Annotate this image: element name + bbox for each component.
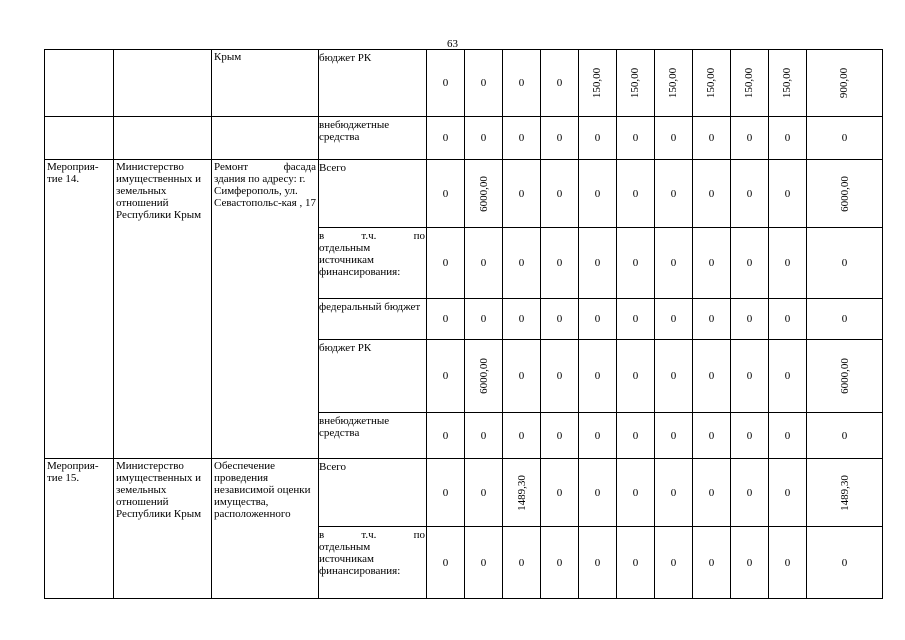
value-text: 0 bbox=[708, 132, 715, 144]
value-text: 1489,30 bbox=[515, 474, 528, 511]
cell-value bbox=[541, 228, 579, 299]
value-text: 0 bbox=[746, 429, 753, 442]
cell-value bbox=[655, 160, 693, 228]
description-text: здания по адресу: г. Симферополь, ул. Севастопольс-кая , 17 bbox=[214, 173, 316, 209]
cell-value bbox=[655, 459, 693, 527]
cell-value bbox=[503, 413, 541, 459]
value-text: 0 bbox=[594, 486, 601, 499]
value-text: 6000,00 bbox=[838, 358, 851, 394]
cell-value bbox=[731, 228, 769, 299]
cell-value bbox=[655, 299, 693, 340]
cell-value bbox=[769, 50, 807, 117]
cell-value bbox=[465, 340, 503, 413]
cell-value bbox=[769, 527, 807, 599]
cell-value bbox=[541, 459, 579, 527]
cell-value bbox=[693, 459, 731, 527]
cell-value bbox=[617, 459, 655, 527]
value-text: 0 bbox=[670, 486, 677, 499]
value-text: 1489,30 bbox=[838, 474, 851, 511]
cell-value bbox=[579, 160, 617, 228]
value-text: 0 bbox=[841, 556, 848, 569]
cell-value bbox=[427, 413, 465, 459]
value-text: 0 bbox=[670, 257, 677, 269]
cell-value bbox=[769, 117, 807, 160]
value-text: 0 bbox=[518, 132, 525, 144]
cell-value bbox=[579, 228, 617, 299]
source-text: бюджет РК bbox=[319, 342, 372, 354]
value-text: 0 bbox=[594, 132, 601, 144]
cell-value bbox=[693, 50, 731, 117]
cell-value bbox=[769, 413, 807, 459]
source-text: отдельным источникам финансирования: bbox=[319, 242, 401, 278]
source-word: т.ч. bbox=[361, 529, 377, 541]
value-text: 0 bbox=[556, 556, 563, 569]
source-text: Всего bbox=[319, 162, 346, 174]
cell-event bbox=[45, 50, 114, 117]
value-text: 0 bbox=[632, 556, 639, 569]
description-text: Крым bbox=[214, 51, 242, 63]
source-text: федеральный бюджет bbox=[319, 301, 421, 313]
cell-value bbox=[427, 228, 465, 299]
value-text: 0 bbox=[670, 429, 677, 442]
cell-value bbox=[655, 117, 693, 160]
cell-value bbox=[693, 527, 731, 599]
cell-value bbox=[731, 117, 769, 160]
value-text: 0 bbox=[841, 132, 848, 144]
value-text: 0 bbox=[746, 556, 753, 569]
value-text: 6000,00 bbox=[838, 175, 851, 212]
value-text: 900,00 bbox=[838, 67, 851, 99]
value-text: 0 bbox=[594, 429, 601, 442]
value-text: 0 bbox=[442, 132, 449, 144]
cell-value bbox=[427, 117, 465, 160]
event-title: Мероприя-тие 15. bbox=[47, 460, 99, 484]
source-text: Всего bbox=[319, 461, 346, 473]
cell-value bbox=[503, 160, 541, 228]
cell-value bbox=[617, 160, 655, 228]
value-text: 0 bbox=[556, 429, 563, 442]
value-text: 0 bbox=[594, 257, 601, 269]
table-row bbox=[45, 160, 883, 228]
cell-value bbox=[617, 50, 655, 117]
cell-value bbox=[617, 299, 655, 340]
cell-value bbox=[465, 160, 503, 228]
value-text: 0 bbox=[442, 429, 449, 442]
value-text: 0 bbox=[594, 187, 601, 200]
cell-executor bbox=[114, 160, 212, 459]
cell-value bbox=[503, 299, 541, 340]
cell-value bbox=[541, 413, 579, 459]
event-title: Мероприя-тие 14. bbox=[47, 161, 99, 185]
value-text: 0 bbox=[746, 132, 753, 144]
value-text: 150,00 bbox=[667, 67, 680, 99]
description-text: Обеспечение проведения независимой оценки имущества, расположенного bbox=[214, 460, 311, 520]
cell-value bbox=[769, 299, 807, 340]
value-text: 0 bbox=[708, 370, 715, 382]
value-text: 0 bbox=[784, 556, 791, 569]
value-text: 0 bbox=[670, 370, 677, 382]
value-text: 0 bbox=[632, 370, 639, 382]
cell-value bbox=[617, 413, 655, 459]
page-number: 63 bbox=[447, 38, 458, 50]
value-text: 0 bbox=[594, 313, 601, 325]
cell-value bbox=[731, 527, 769, 599]
description-word: фасада bbox=[283, 161, 316, 173]
value-text: 0 bbox=[670, 313, 677, 325]
source-word: по bbox=[413, 529, 425, 541]
value-text: 0 bbox=[632, 486, 639, 499]
value-text: 0 bbox=[708, 486, 715, 499]
value-text: 0 bbox=[708, 257, 715, 269]
value-text: 0 bbox=[632, 132, 639, 144]
cell-source bbox=[319, 340, 427, 413]
table-row bbox=[45, 50, 883, 117]
cell-value bbox=[693, 228, 731, 299]
cell-value bbox=[693, 299, 731, 340]
value-text: 0 bbox=[746, 486, 753, 499]
cell-value bbox=[541, 527, 579, 599]
cell-value bbox=[769, 160, 807, 228]
value-text: 0 bbox=[556, 77, 563, 89]
cell-value bbox=[427, 527, 465, 599]
cell-description bbox=[212, 117, 319, 160]
value-text: 150,00 bbox=[781, 67, 794, 99]
cell-value bbox=[655, 50, 693, 117]
value-text: 0 bbox=[708, 187, 715, 200]
source-word: т.ч. bbox=[361, 230, 377, 242]
table-row bbox=[45, 459, 883, 527]
value-text: 150,00 bbox=[629, 67, 642, 99]
cell-value bbox=[617, 117, 655, 160]
cell-value bbox=[769, 340, 807, 413]
value-text: 150,00 bbox=[591, 67, 604, 99]
value-text: 0 bbox=[442, 556, 449, 569]
cell-value bbox=[807, 527, 883, 599]
value-text: 0 bbox=[556, 132, 563, 144]
value-text: 0 bbox=[480, 486, 487, 499]
value-text: 0 bbox=[670, 132, 677, 144]
cell-value bbox=[427, 459, 465, 527]
value-text: 0 bbox=[480, 313, 487, 325]
cell-executor bbox=[114, 50, 212, 117]
source-text: внебюджетные средства bbox=[319, 119, 390, 143]
value-text: 0 bbox=[670, 187, 677, 200]
value-text: 0 bbox=[518, 77, 525, 89]
cell-executor bbox=[114, 459, 212, 599]
cell-value bbox=[807, 459, 883, 527]
source-word: по bbox=[413, 230, 425, 242]
value-text: 0 bbox=[670, 556, 677, 569]
cell-value bbox=[465, 299, 503, 340]
source-word: в bbox=[319, 529, 325, 541]
value-text: 0 bbox=[708, 313, 715, 325]
cell-value bbox=[617, 340, 655, 413]
cell-value bbox=[579, 459, 617, 527]
cell-source bbox=[319, 459, 427, 527]
cell-value bbox=[503, 117, 541, 160]
value-text: 0 bbox=[632, 429, 639, 442]
table-row bbox=[45, 117, 883, 160]
value-text: 0 bbox=[746, 313, 753, 325]
financing-table bbox=[44, 49, 883, 599]
value-text: 0 bbox=[746, 187, 753, 200]
cell-value bbox=[541, 340, 579, 413]
cell-value bbox=[427, 299, 465, 340]
cell-value bbox=[769, 459, 807, 527]
value-text: 0 bbox=[442, 486, 449, 499]
value-text: 0 bbox=[708, 556, 715, 569]
value-text: 0 bbox=[556, 187, 563, 200]
value-text: 0 bbox=[518, 429, 525, 442]
source-text: бюджет РК bbox=[319, 52, 372, 64]
cell-value bbox=[731, 160, 769, 228]
value-text: 0 bbox=[784, 132, 791, 144]
value-text: 0 bbox=[442, 187, 449, 200]
value-text: 0 bbox=[480, 77, 487, 89]
cell-value bbox=[465, 228, 503, 299]
cell-source bbox=[319, 117, 427, 160]
value-text: 0 bbox=[442, 370, 449, 382]
cell-value bbox=[807, 50, 883, 117]
cell-value bbox=[693, 413, 731, 459]
cell-value bbox=[541, 50, 579, 117]
cell-source bbox=[319, 228, 427, 299]
cell-source bbox=[319, 160, 427, 228]
cell-value bbox=[655, 527, 693, 599]
cell-value bbox=[693, 160, 731, 228]
cell-value bbox=[465, 527, 503, 599]
cell-value bbox=[541, 299, 579, 340]
cell-value bbox=[503, 527, 541, 599]
source-line bbox=[319, 230, 425, 242]
cell-value bbox=[807, 413, 883, 459]
cell-description bbox=[212, 459, 319, 599]
cell-value bbox=[769, 228, 807, 299]
cell-value bbox=[693, 340, 731, 413]
value-text: 0 bbox=[480, 257, 487, 269]
cell-value bbox=[807, 340, 883, 413]
cell-value bbox=[731, 413, 769, 459]
source-text: внебюджетные средства bbox=[319, 415, 390, 439]
value-text: 0 bbox=[746, 370, 753, 382]
value-text: 150,00 bbox=[743, 67, 756, 99]
cell-event bbox=[45, 160, 114, 459]
value-text: 0 bbox=[480, 429, 487, 442]
value-text: 0 bbox=[784, 370, 791, 382]
value-text: 0 bbox=[556, 370, 563, 382]
cell-executor bbox=[114, 117, 212, 160]
cell-value bbox=[579, 117, 617, 160]
value-text: 0 bbox=[841, 313, 848, 325]
value-text: 0 bbox=[632, 187, 639, 200]
value-text: 0 bbox=[594, 370, 601, 382]
cell-value bbox=[503, 340, 541, 413]
value-text: 0 bbox=[518, 257, 525, 269]
value-text: 0 bbox=[841, 257, 848, 269]
value-text: 0 bbox=[632, 313, 639, 325]
cell-value bbox=[503, 228, 541, 299]
cell-value bbox=[731, 459, 769, 527]
cell-value bbox=[731, 299, 769, 340]
cell-source bbox=[319, 527, 427, 599]
cell-value bbox=[465, 413, 503, 459]
executor-text: Министерство имущественных и земельных отношений Республики Крым bbox=[116, 161, 202, 221]
cell-value bbox=[579, 340, 617, 413]
cell-value bbox=[427, 160, 465, 228]
value-text: 0 bbox=[556, 486, 563, 499]
value-text: 0 bbox=[442, 257, 449, 269]
cell-event bbox=[45, 117, 114, 160]
cell-value bbox=[807, 228, 883, 299]
cell-value bbox=[465, 50, 503, 117]
cell-value bbox=[655, 228, 693, 299]
value-text: 0 bbox=[518, 370, 525, 382]
cell-value bbox=[655, 413, 693, 459]
source-text: отдельным источникам финансирования: bbox=[319, 541, 401, 577]
cell-source bbox=[319, 50, 427, 117]
cell-value bbox=[693, 117, 731, 160]
value-text: 6000,00 bbox=[477, 175, 490, 212]
value-text: 0 bbox=[442, 313, 449, 325]
value-text: 0 bbox=[708, 429, 715, 442]
cell-value bbox=[579, 299, 617, 340]
description-word: Ремонт bbox=[214, 161, 249, 173]
cell-value bbox=[579, 527, 617, 599]
cell-description bbox=[212, 50, 319, 117]
cell-value bbox=[617, 228, 655, 299]
value-text: 0 bbox=[784, 429, 791, 442]
cell-value bbox=[427, 340, 465, 413]
value-text: 0 bbox=[480, 132, 487, 144]
value-text: 150,00 bbox=[705, 67, 718, 99]
value-text: 0 bbox=[594, 556, 601, 569]
source-line bbox=[319, 529, 425, 541]
value-text: 0 bbox=[556, 257, 563, 269]
value-text: 0 bbox=[632, 257, 639, 269]
value-text: 0 bbox=[480, 556, 487, 569]
value-text: 0 bbox=[841, 429, 848, 442]
value-text: 0 bbox=[784, 187, 791, 200]
cell-source bbox=[319, 299, 427, 340]
cell-value bbox=[465, 459, 503, 527]
cell-event bbox=[45, 459, 114, 599]
cell-value bbox=[807, 299, 883, 340]
cell-value bbox=[807, 160, 883, 228]
cell-value bbox=[655, 340, 693, 413]
value-text: 0 bbox=[746, 257, 753, 269]
value-text: 0 bbox=[518, 187, 525, 200]
cell-value bbox=[807, 117, 883, 160]
cell-value bbox=[617, 527, 655, 599]
value-text: 0 bbox=[442, 77, 449, 89]
cell-value bbox=[731, 50, 769, 117]
cell-value bbox=[503, 459, 541, 527]
cell-source bbox=[319, 413, 427, 459]
cell-value bbox=[579, 50, 617, 117]
description-line bbox=[214, 161, 316, 173]
value-text: 0 bbox=[518, 556, 525, 569]
cell-value bbox=[541, 160, 579, 228]
value-text: 0 bbox=[556, 313, 563, 325]
value-text: 0 bbox=[784, 486, 791, 499]
cell-value bbox=[465, 117, 503, 160]
value-text: 0 bbox=[784, 257, 791, 269]
executor-text: Министерство имущественных и земельных отношений Республики Крым bbox=[116, 460, 202, 520]
cell-value bbox=[541, 117, 579, 160]
cell-description bbox=[212, 160, 319, 459]
cell-value bbox=[427, 50, 465, 117]
cell-value bbox=[503, 50, 541, 117]
value-text: 0 bbox=[784, 313, 791, 325]
source-word: в bbox=[319, 230, 325, 242]
cell-value bbox=[579, 413, 617, 459]
value-text: 6000,00 bbox=[477, 358, 490, 394]
value-text: 0 bbox=[518, 313, 525, 325]
cell-value bbox=[731, 340, 769, 413]
